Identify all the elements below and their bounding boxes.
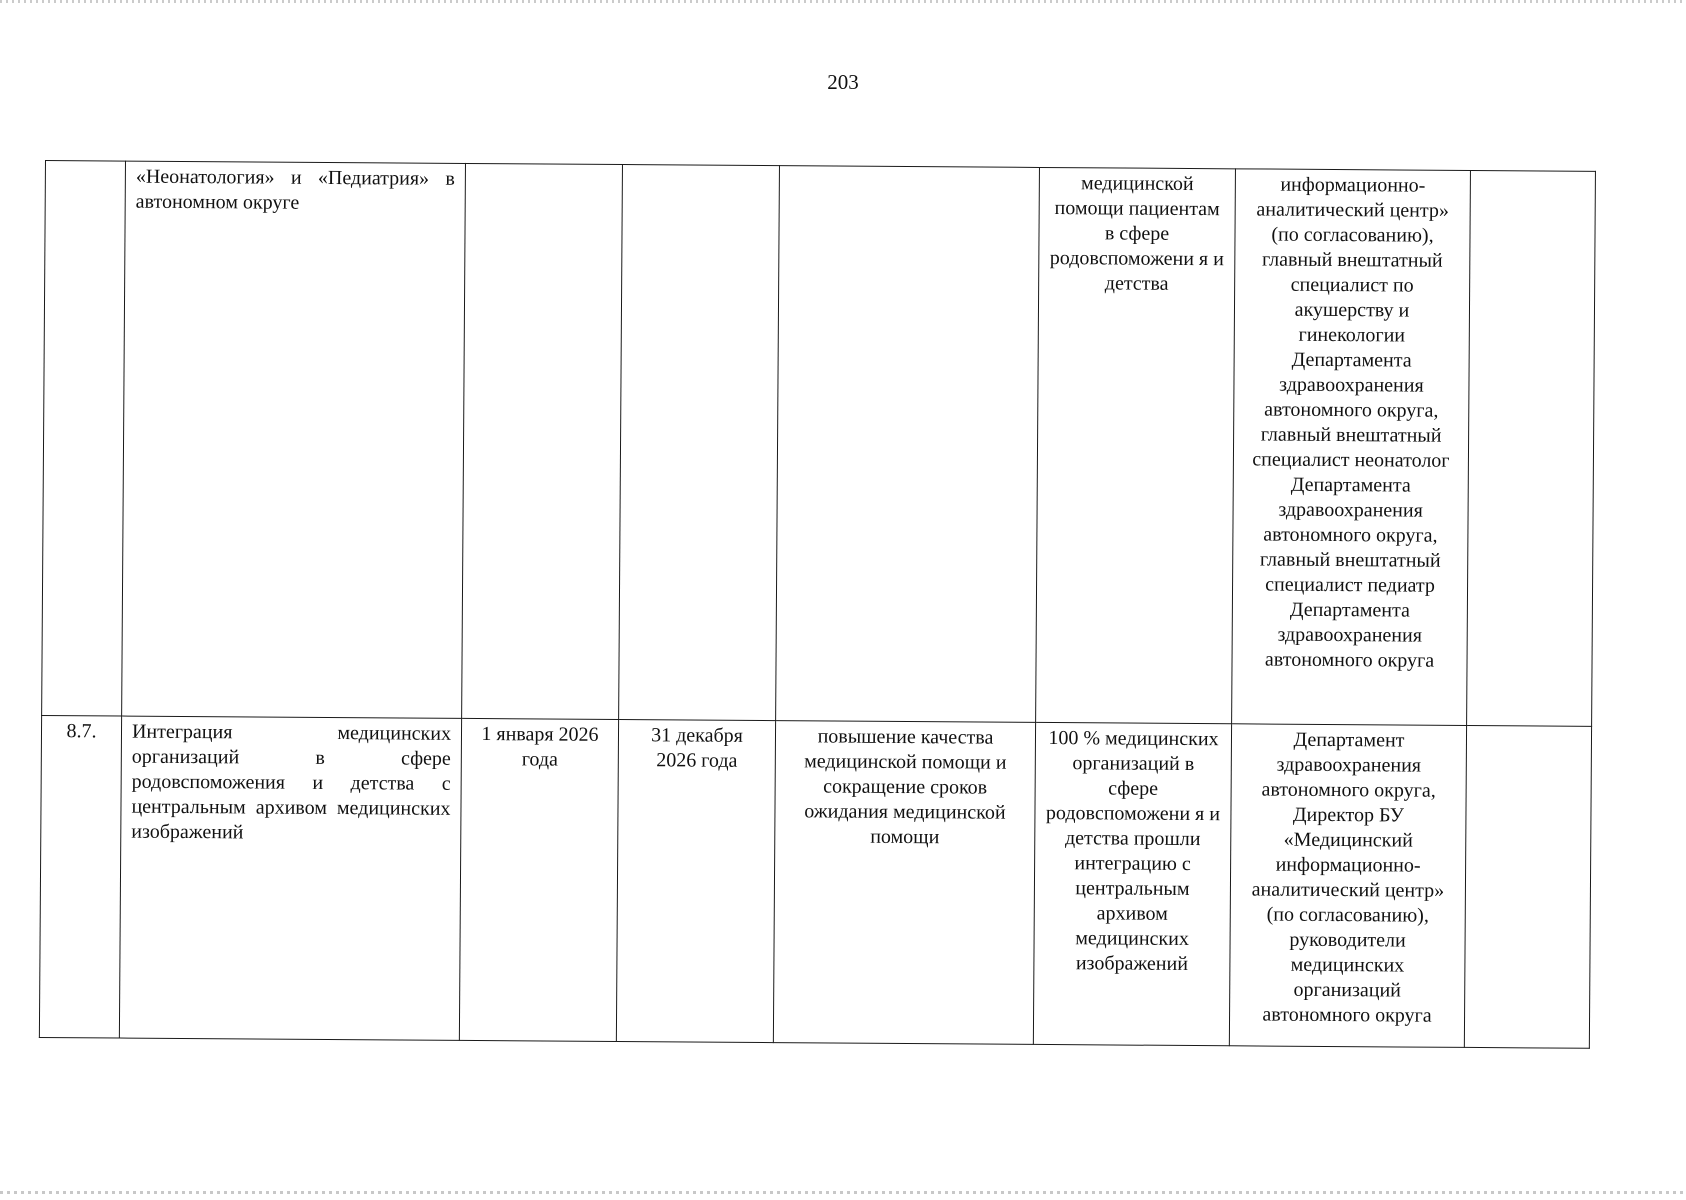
cell-responsible: информационно-аналитический центр» (по согласованию), главный внештатный специалист по акушерству и гинекологии Департамента здравоохранения автономного округа, главный внештатный специалист неонатолог Департамента здравоохранения автономного округа, главный внештатный специалист педиатр Департамента здравоохранения автономного округа bbox=[1232, 169, 1471, 726]
scan-edge-bottom bbox=[0, 1191, 1686, 1194]
table-row bbox=[39, 715, 1591, 1048]
page-number: 203 bbox=[827, 70, 859, 94]
scan-edge-top bbox=[0, 0, 1686, 3]
cell-indicator: медицинской помощи пациентам в сфере родовспоможени я и детства bbox=[1036, 167, 1236, 723]
table-row bbox=[42, 161, 1596, 727]
cell-start-date bbox=[462, 163, 623, 719]
cell-indicator: 100 % медицинских организаций в сфере родовспоможени я и детства прошли интеграцию с центральным архивом медицинских изображений bbox=[1033, 722, 1231, 1045]
cell-number bbox=[42, 161, 126, 717]
cell-number: 8.7. bbox=[39, 715, 121, 1038]
cell-event-name: «Неонатология» и «Педиатрия» в автономном округе bbox=[122, 161, 466, 718]
cell-end-date bbox=[619, 165, 780, 721]
cell-start-date: 1 января 2026 года bbox=[459, 718, 618, 1041]
plan-table bbox=[39, 160, 1596, 1049]
cell-end-date: 31 декабря 2026 года bbox=[616, 720, 775, 1043]
cell-expected-result bbox=[776, 166, 1040, 723]
cell-event-name: Интеграция медицинских организаций в сфере родовспоможения и детства с центральным архивом медицинских изображений bbox=[119, 716, 461, 1040]
cell-expected-result: повышение качества медицинской помощи и сокращение сроков ожидания медицинской помощи bbox=[773, 721, 1035, 1045]
cell-responsible: Департамент здравоохранения автономного округа, Директор БУ «Медицинский информационно-аналитический центр» (по согласованию), руководители медицинских организаций автономного округа bbox=[1229, 724, 1466, 1048]
cell-note bbox=[1464, 725, 1591, 1048]
cell-note bbox=[1467, 170, 1596, 726]
